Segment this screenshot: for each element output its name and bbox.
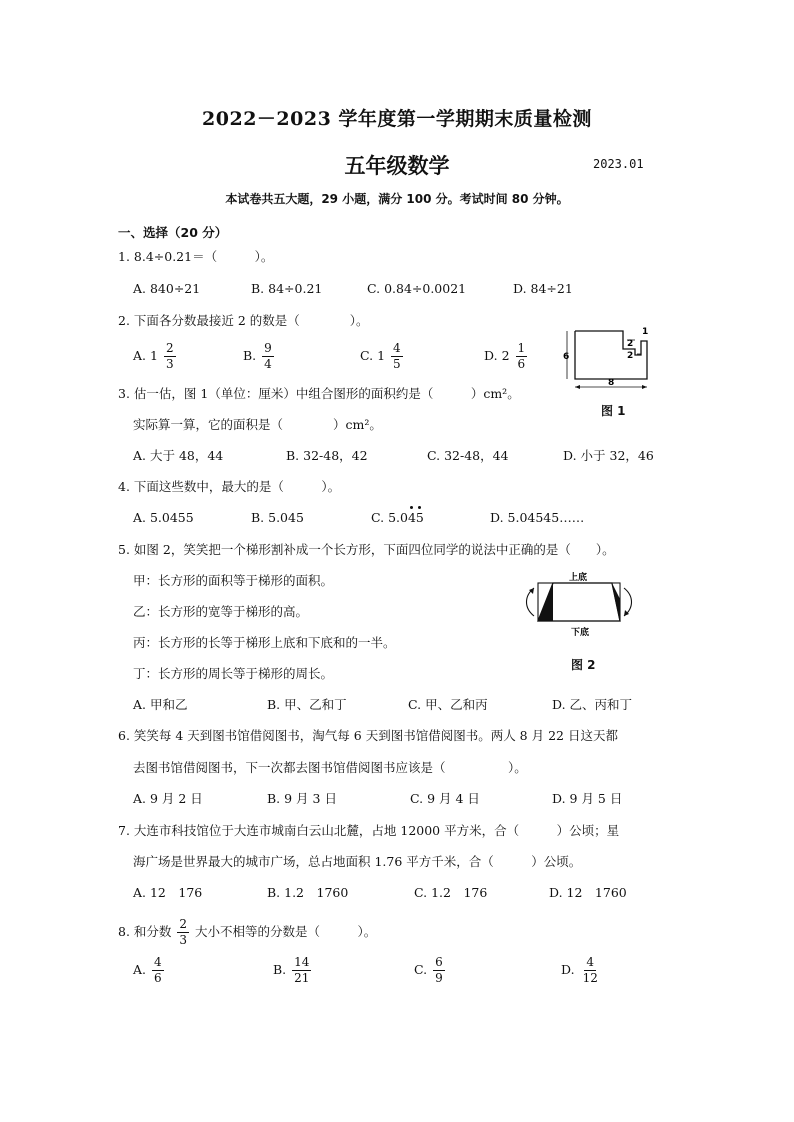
question-5: 5. 如图 2，笑笑把一个梯形割补成一个长方形，下面四位同学的说法中正确的是（ ）。 [118, 542, 615, 557]
fig2-top-label: 上底 [569, 573, 588, 583]
q6-option-c: C. 9 月 4 日 [410, 791, 480, 806]
composite-outline [575, 331, 647, 379]
question-8: 8. 和分数 $\frac{2}{3}$ 大小不相等的分数是（ ）。 [118, 917, 377, 947]
q5-statement-bing: 丙：长方形的长等于梯形上底和下底和的一半。 [133, 635, 396, 650]
q8-option-a: A. $\frac{4}{6}$ [133, 955, 162, 985]
q1-option-d: D. 84÷21 [513, 281, 573, 296]
fig1-label-width: 8 [608, 378, 615, 388]
q1-option-c: C. 0.84÷0.0021 [367, 281, 467, 296]
q8-option-d: D. $\frac{4}{12}$ [561, 955, 598, 985]
fig2-bottom-label: 下底 [571, 628, 590, 638]
section-heading: 一、选择（20 分） [118, 225, 228, 240]
question-3-line-2: 实际算一算，它的面积是（ ）cm²。 [133, 417, 382, 432]
q3-option-c: C. 32-48，44 [427, 448, 509, 463]
q2-option-c: C. 1 $\frac{4}{5}$ [360, 341, 401, 371]
figure-1-caption: 图 1 [601, 404, 626, 418]
q3-option-d: D. 小于 32，46 [563, 448, 654, 463]
q7-option-c: C. 1.2 176 [414, 885, 488, 900]
q2-option-b: B. $\frac{9}{4}$ [243, 341, 272, 371]
q6-option-d: D. 9 月 5 日 [552, 791, 623, 806]
exam-date: 2023.01 [593, 157, 644, 171]
q5-option-a: A. 甲和乙 [133, 697, 188, 712]
question-4: 4. 下面这些数中，最大的是（ ）。 [118, 479, 341, 494]
q1-option-a: A. 840÷21 [133, 281, 201, 296]
q5-option-c: C. 甲、乙和丙 [408, 697, 488, 712]
q8-option-c: C. $\frac{6}{9}$ [414, 955, 443, 985]
q7-option-a: A. 12 176 [133, 885, 203, 900]
q6-option-b: B. 9 月 3 日 [267, 791, 337, 806]
q5-statement-yi: 乙：长方形的宽等于梯形的高。 [133, 604, 309, 619]
question-6-line-1: 6. 笑笑每 4 天到图书馆借阅图书，淘气每 6 天到图书馆借阅图书。两人 8 月 22 日这天都 [118, 728, 618, 743]
question-7-line-1: 7. 大连市科技馆位于大连市城南白云山北麓，占地 12000 平方米，合（ ）公顷；星 [118, 823, 620, 838]
q5-statement-jia: 甲：长方形的面积等于梯形的面积。 [133, 573, 334, 588]
question-1: 1. 8.4÷0.21＝（ ）。 [118, 249, 274, 264]
figure-1-composite-shape [563, 325, 663, 393]
q1-option-b: B. 84÷0.21 [251, 281, 323, 296]
q4-option-d: D. 5.04545…… [490, 510, 585, 525]
q5-option-b: B. 甲、乙和丁 [267, 697, 347, 712]
page-title: 2022－2023 学年度第一学期期末质量检测 [202, 108, 592, 130]
q2-option-a: A. 1 $\frac{2}{3}$ [133, 341, 174, 371]
q5-option-d: D. 乙、丙和丁 [552, 697, 633, 712]
q7-option-d: D. 12 1760 [549, 885, 627, 900]
q7-option-b: B. 1.2 1760 [267, 885, 349, 900]
fig1-label-notch-width: 2 [627, 339, 634, 349]
q3-option-a: A. 大于 48，44 [133, 448, 224, 463]
question-2: 2. 下面各分数最接近 2 的数是（ ）。 [118, 313, 369, 328]
subject-title: 五年级数学 [344, 154, 450, 178]
question-6-line-2: 去图书馆借阅图书，下一次都去图书馆借阅图书应该是（ ）。 [133, 760, 527, 775]
question-3-line-1: 3. 估一估，图 1（单位：厘米）中组合图形的面积约是（ ）cm²。 [118, 386, 520, 401]
fig1-label-notch-depth: 2 [627, 351, 634, 361]
q4-option-b: B. 5.045 [251, 510, 304, 525]
question-7-line-2: 海广场是世界最大的城市广场，总占地面积 1.76 平方千米，合（ ）公顷。 [133, 854, 582, 869]
q3-option-b: B. 32-48，42 [286, 448, 368, 463]
q2-option-d: D. 2 $\frac{1}{6}$ [484, 341, 526, 371]
figure-2-caption: 图 2 [571, 658, 596, 672]
q8-option-b: B. $\frac{14}{21}$ [273, 955, 310, 985]
exam-instructions: 本试卷共五大题，29 小题，满分 100 分。考试时间 80 分钟。 [225, 192, 569, 206]
q6-option-a: A. 9 月 2 日 [133, 791, 203, 806]
figure-2-trapezoid [520, 568, 638, 640]
q4-option-c: C. 5.045 [371, 510, 424, 525]
fig1-label-height: 6 [563, 352, 570, 362]
q4-option-a: A. 5.0455 [133, 510, 194, 525]
fig1-label-step: 1 [642, 327, 649, 337]
q5-statement-ding: 丁：长方形的周长等于梯形的周长。 [133, 666, 334, 681]
